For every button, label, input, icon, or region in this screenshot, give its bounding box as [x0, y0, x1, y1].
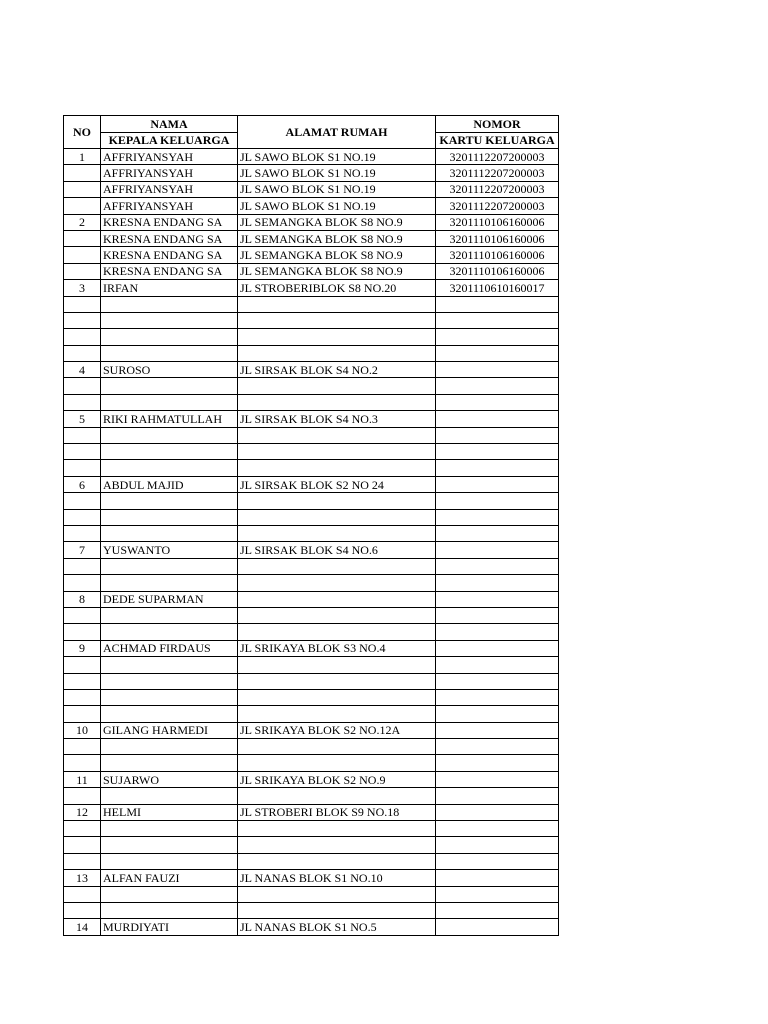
- cell-nama: [101, 427, 238, 443]
- cell-no: [64, 509, 101, 525]
- cell-kk: [436, 312, 559, 328]
- cell-kk: 3201110106160006: [436, 230, 559, 246]
- cell-nama: KRESNA ENDANG SA: [101, 214, 238, 230]
- cell-nama: [101, 673, 238, 689]
- cell-alamat: JL SEMANGKA BLOK S8 NO.9: [238, 230, 436, 246]
- table-row: [64, 558, 559, 574]
- cell-nama: [101, 558, 238, 574]
- header-kk-line1: NOMOR: [436, 116, 559, 133]
- table-row: [64, 919, 559, 935]
- table-row: [64, 525, 559, 541]
- table-row: [64, 542, 559, 558]
- table-row: [64, 804, 559, 820]
- cell-kk: [436, 886, 559, 902]
- table-header: [64, 116, 559, 149]
- cell-alamat: [238, 509, 436, 525]
- cell-nama: [101, 755, 238, 771]
- cell-no: 6: [64, 476, 101, 492]
- table-row: [64, 476, 559, 492]
- cell-no: 5: [64, 411, 101, 427]
- cell-no: [64, 263, 101, 279]
- cell-no: [64, 689, 101, 705]
- cell-alamat: [238, 788, 436, 804]
- cell-alamat: JL SRIKAYA BLOK S2 NO.9: [238, 771, 436, 787]
- table-row: [64, 706, 559, 722]
- cell-nama: ABDUL MAJID: [101, 476, 238, 492]
- cell-alamat: [238, 689, 436, 705]
- cell-alamat: JL NANAS BLOK S1 NO.10: [238, 870, 436, 886]
- cell-no: [64, 165, 101, 181]
- cell-kk: 3201112207200003: [436, 181, 559, 197]
- cell-no: [64, 345, 101, 361]
- cell-nama: [101, 444, 238, 460]
- cell-nama: MURDIYATI: [101, 919, 238, 935]
- cell-nama: ACHMAD FIRDAUS: [101, 640, 238, 656]
- table-row: [64, 853, 559, 869]
- cell-kk: [436, 853, 559, 869]
- cell-no: 11: [64, 771, 101, 787]
- cell-alamat: [238, 657, 436, 673]
- cell-no: [64, 329, 101, 345]
- cell-nama: [101, 689, 238, 705]
- cell-nama: [101, 853, 238, 869]
- cell-alamat: JL SAWO BLOK S1 NO.19: [238, 181, 436, 197]
- table-row: [64, 214, 559, 230]
- table-row: [64, 902, 559, 918]
- cell-kk: [436, 378, 559, 394]
- cell-nama: ALFAN FAUZI: [101, 870, 238, 886]
- table-row: [64, 788, 559, 804]
- cell-alamat: [238, 739, 436, 755]
- cell-nama: SUROSO: [101, 362, 238, 378]
- cell-nama: [101, 788, 238, 804]
- header-kk-line2: KARTU KELUARGA: [436, 132, 559, 149]
- cell-nama: AFFRIYANSYAH: [101, 198, 238, 214]
- table-row: [64, 362, 559, 378]
- cell-alamat: [238, 673, 436, 689]
- cell-no: [64, 853, 101, 869]
- table-row: [64, 460, 559, 476]
- cell-kk: 3201112207200003: [436, 198, 559, 214]
- table-row: [64, 181, 559, 197]
- cell-nama: SUJARWO: [101, 771, 238, 787]
- table-row: [64, 657, 559, 673]
- cell-alamat: [238, 493, 436, 509]
- cell-alamat: [238, 312, 436, 328]
- table-row: [64, 411, 559, 427]
- cell-nama: HELMI: [101, 804, 238, 820]
- cell-nama: [101, 624, 238, 640]
- cell-nama: [101, 329, 238, 345]
- cell-kk: [436, 902, 559, 918]
- table-row: [64, 493, 559, 509]
- cell-no: 4: [64, 362, 101, 378]
- cell-alamat: JL SEMANGKA BLOK S8 NO.9: [238, 247, 436, 263]
- kk-table: [63, 115, 559, 936]
- cell-nama: [101, 821, 238, 837]
- cell-no: [64, 444, 101, 460]
- cell-kk: [436, 345, 559, 361]
- table-row: [64, 247, 559, 263]
- cell-alamat: [238, 853, 436, 869]
- cell-no: [64, 460, 101, 476]
- cell-kk: [436, 624, 559, 640]
- cell-alamat: [238, 607, 436, 623]
- table-row: [64, 739, 559, 755]
- cell-nama: RIKI RAHMATULLAH: [101, 411, 238, 427]
- cell-alamat: [238, 837, 436, 853]
- cell-no: [64, 837, 101, 853]
- cell-alamat: [238, 821, 436, 837]
- cell-no: [64, 525, 101, 541]
- cell-kk: 3201112207200003: [436, 149, 559, 165]
- cell-no: 8: [64, 591, 101, 607]
- cell-alamat: [238, 460, 436, 476]
- cell-no: 7: [64, 542, 101, 558]
- cell-alamat: [238, 378, 436, 394]
- cell-alamat: [238, 345, 436, 361]
- cell-no: [64, 657, 101, 673]
- cell-kk: [436, 476, 559, 492]
- cell-kk: [436, 673, 559, 689]
- cell-kk: [436, 411, 559, 427]
- cell-kk: [436, 427, 559, 443]
- cell-kk: [436, 444, 559, 460]
- table-row: [64, 870, 559, 886]
- cell-no: [64, 427, 101, 443]
- cell-no: 12: [64, 804, 101, 820]
- cell-kk: 3201112207200003: [436, 165, 559, 181]
- cell-nama: [101, 886, 238, 902]
- table-row: [64, 263, 559, 279]
- cell-nama: AFFRIYANSYAH: [101, 165, 238, 181]
- cell-kk: [436, 296, 559, 312]
- cell-no: 2: [64, 214, 101, 230]
- cell-alamat: [238, 525, 436, 541]
- cell-no: [64, 181, 101, 197]
- cell-alamat: JL NANAS BLOK S1 NO.5: [238, 919, 436, 935]
- cell-kk: [436, 788, 559, 804]
- cell-kk: 3201110106160006: [436, 247, 559, 263]
- cell-alamat: JL SIRSAK BLOK S2 NO 24: [238, 476, 436, 492]
- table-row: [64, 673, 559, 689]
- cell-alamat: [238, 427, 436, 443]
- cell-nama: [101, 525, 238, 541]
- cell-nama: GILANG HARMEDI: [101, 722, 238, 738]
- table-row: [64, 509, 559, 525]
- cell-alamat: JL SIRSAK BLOK S4 NO.6: [238, 542, 436, 558]
- header-nama-line1: NAMA: [101, 116, 238, 133]
- cell-kk: [436, 575, 559, 591]
- table-row: [64, 591, 559, 607]
- cell-kk: [436, 394, 559, 410]
- cell-nama: [101, 902, 238, 918]
- cell-alamat: [238, 624, 436, 640]
- table-body: [64, 149, 559, 936]
- cell-kk: [436, 591, 559, 607]
- cell-no: [64, 607, 101, 623]
- table-row: [64, 329, 559, 345]
- cell-kk: [436, 509, 559, 525]
- table-row: [64, 345, 559, 361]
- cell-kk: [436, 689, 559, 705]
- cell-nama: [101, 837, 238, 853]
- cell-no: [64, 296, 101, 312]
- table-row: [64, 624, 559, 640]
- cell-nama: [101, 575, 238, 591]
- cell-no: [64, 575, 101, 591]
- table-row: [64, 444, 559, 460]
- cell-no: 3: [64, 280, 101, 296]
- header-no: NO: [64, 116, 101, 149]
- header-nama-line2: KEPALA KELUARGA: [101, 132, 238, 149]
- cell-alamat: JL SEMANGKA BLOK S8 NO.9: [238, 214, 436, 230]
- cell-nama: [101, 378, 238, 394]
- cell-kk: [436, 558, 559, 574]
- table-row: [64, 575, 559, 591]
- cell-nama: AFFRIYANSYAH: [101, 149, 238, 165]
- cell-alamat: JL SIRSAK BLOK S4 NO.2: [238, 362, 436, 378]
- table-row: [64, 280, 559, 296]
- cell-no: [64, 902, 101, 918]
- cell-no: [64, 378, 101, 394]
- table-row: [64, 230, 559, 246]
- table-row: [64, 427, 559, 443]
- cell-nama: IRFAN: [101, 280, 238, 296]
- cell-kk: [436, 804, 559, 820]
- cell-nama: YUSWANTO: [101, 542, 238, 558]
- cell-kk: [436, 493, 559, 509]
- cell-nama: [101, 345, 238, 361]
- cell-no: 1: [64, 149, 101, 165]
- cell-alamat: JL SEMANGKA BLOK S8 NO.9: [238, 263, 436, 279]
- cell-no: [64, 230, 101, 246]
- table-row: [64, 312, 559, 328]
- cell-nama: KRESNA ENDANG SA: [101, 263, 238, 279]
- cell-alamat: JL SAWO BLOK S1 NO.19: [238, 198, 436, 214]
- cell-no: [64, 394, 101, 410]
- cell-kk: [436, 771, 559, 787]
- cell-alamat: [238, 394, 436, 410]
- table-row: [64, 607, 559, 623]
- cell-nama: [101, 509, 238, 525]
- table-row: [64, 689, 559, 705]
- cell-nama: [101, 607, 238, 623]
- cell-kk: [436, 919, 559, 935]
- cell-alamat: [238, 575, 436, 591]
- cell-nama: [101, 394, 238, 410]
- cell-no: [64, 706, 101, 722]
- cell-kk: 3201110610160017: [436, 280, 559, 296]
- cell-no: [64, 247, 101, 263]
- cell-no: 14: [64, 919, 101, 935]
- cell-no: [64, 493, 101, 509]
- cell-no: [64, 198, 101, 214]
- cell-no: [64, 886, 101, 902]
- cell-no: [64, 624, 101, 640]
- cell-nama: AFFRIYANSYAH: [101, 181, 238, 197]
- cell-no: [64, 312, 101, 328]
- cell-nama: [101, 657, 238, 673]
- cell-alamat: JL SRIKAYA BLOK S2 NO.12A: [238, 722, 436, 738]
- cell-alamat: [238, 902, 436, 918]
- cell-kk: [436, 870, 559, 886]
- cell-alamat: [238, 558, 436, 574]
- cell-alamat: JL SIRSAK BLOK S4 NO.3: [238, 411, 436, 427]
- cell-kk: [436, 329, 559, 345]
- cell-no: [64, 673, 101, 689]
- cell-nama: [101, 706, 238, 722]
- cell-alamat: JL STROBERIBLOK S8 NO.20: [238, 280, 436, 296]
- cell-no: [64, 788, 101, 804]
- table-row: [64, 837, 559, 853]
- cell-nama: [101, 493, 238, 509]
- cell-nama: KRESNA ENDANG SA: [101, 230, 238, 246]
- cell-no: 13: [64, 870, 101, 886]
- cell-kk: [436, 821, 559, 837]
- cell-kk: 3201110106160006: [436, 214, 559, 230]
- cell-alamat: JL STROBERI BLOK S9 NO.18: [238, 804, 436, 820]
- cell-alamat: [238, 296, 436, 312]
- cell-nama: DEDE SUPARMAN: [101, 591, 238, 607]
- cell-alamat: JL SAWO BLOK S1 NO.19: [238, 149, 436, 165]
- cell-kk: [436, 739, 559, 755]
- cell-no: [64, 739, 101, 755]
- table-row: [64, 771, 559, 787]
- table-row: [64, 165, 559, 181]
- table-row: [64, 886, 559, 902]
- cell-kk: [436, 657, 559, 673]
- cell-nama: [101, 312, 238, 328]
- cell-kk: [436, 706, 559, 722]
- cell-alamat: [238, 755, 436, 771]
- cell-no: 9: [64, 640, 101, 656]
- cell-alamat: JL SAWO BLOK S1 NO.19: [238, 165, 436, 181]
- table-row: [64, 640, 559, 656]
- table-row: [64, 394, 559, 410]
- cell-kk: [436, 640, 559, 656]
- cell-nama: KRESNA ENDANG SA: [101, 247, 238, 263]
- cell-alamat: [238, 706, 436, 722]
- cell-no: [64, 755, 101, 771]
- cell-kk: [436, 837, 559, 853]
- cell-kk: [436, 722, 559, 738]
- cell-kk: [436, 542, 559, 558]
- cell-kk: [436, 755, 559, 771]
- table-row: [64, 198, 559, 214]
- table-row: [64, 149, 559, 165]
- cell-no: [64, 821, 101, 837]
- table-row: [64, 296, 559, 312]
- table-row: [64, 755, 559, 771]
- table-row: [64, 821, 559, 837]
- cell-alamat: JL SRIKAYA BLOK S3 NO.4: [238, 640, 436, 656]
- header-alamat: ALAMAT RUMAH: [238, 116, 436, 149]
- cell-no: 10: [64, 722, 101, 738]
- cell-alamat: [238, 444, 436, 460]
- cell-kk: [436, 607, 559, 623]
- cell-alamat: [238, 591, 436, 607]
- table-row: [64, 378, 559, 394]
- cell-kk: 3201110106160006: [436, 263, 559, 279]
- cell-nama: [101, 739, 238, 755]
- cell-alamat: [238, 329, 436, 345]
- cell-alamat: [238, 886, 436, 902]
- cell-kk: [436, 525, 559, 541]
- cell-kk: [436, 362, 559, 378]
- cell-nama: [101, 460, 238, 476]
- cell-kk: [436, 460, 559, 476]
- table-row: [64, 722, 559, 738]
- cell-nama: [101, 296, 238, 312]
- cell-no: [64, 558, 101, 574]
